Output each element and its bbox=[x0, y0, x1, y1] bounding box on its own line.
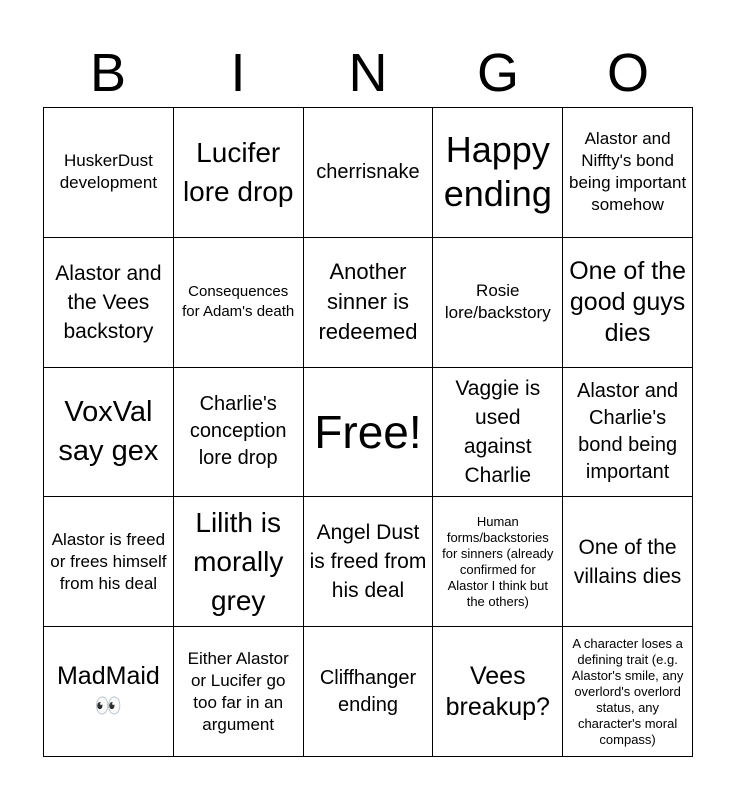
cell-text: Human forms/backstories for sinners (already confirmed for Alastor I think but the others) bbox=[442, 513, 554, 609]
cell-text: Lucifer lore drop bbox=[182, 137, 294, 208]
bingo-cell[interactable] bbox=[44, 497, 174, 627]
bingo-cell[interactable] bbox=[174, 108, 304, 238]
bingo-cell[interactable] bbox=[304, 238, 434, 368]
bingo-cell[interactable] bbox=[433, 108, 563, 238]
cell-text: Rosie lore/backstory bbox=[444, 281, 551, 323]
bingo-cell[interactable] bbox=[563, 238, 693, 368]
cell-text: Cliffhanger ending bbox=[319, 666, 417, 716]
bingo-cell[interactable] bbox=[563, 497, 693, 627]
cell-text: VoxVal say gex bbox=[58, 395, 159, 467]
cell-text: Charlie's conception lore drop bbox=[189, 393, 287, 470]
header-letter-b: B bbox=[89, 43, 127, 103]
bingo-cell[interactable] bbox=[433, 238, 563, 368]
bingo-cell[interactable] bbox=[44, 368, 174, 498]
cell-text: One of the villains dies bbox=[573, 535, 682, 588]
bingo-cell[interactable] bbox=[563, 627, 693, 757]
cell-text: Alastor and Niffty's bond being important somehow bbox=[569, 129, 687, 215]
header-letter-g: G bbox=[476, 43, 519, 103]
bingo-cell[interactable] bbox=[174, 497, 304, 627]
free-space[interactable] bbox=[304, 368, 434, 498]
bingo-cell[interactable] bbox=[433, 497, 563, 627]
bingo-cell[interactable] bbox=[44, 627, 174, 757]
bingo-card bbox=[43, 107, 693, 757]
cell-text: Either Alastor or Lucifer go too far in an argument bbox=[187, 648, 289, 734]
bingo-cell[interactable] bbox=[433, 368, 563, 498]
bingo-cell[interactable] bbox=[174, 238, 304, 368]
cell-text: Alastor and the Vees backstory bbox=[55, 261, 162, 343]
header-letter-i: I bbox=[230, 43, 246, 103]
bingo-cell[interactable] bbox=[44, 238, 174, 368]
bingo-cell[interactable] bbox=[304, 497, 434, 627]
cell-text: MadMaid bbox=[56, 662, 160, 691]
header-letter-o: O bbox=[606, 43, 649, 103]
cell-text: Angel Dust is freed from his deal bbox=[309, 521, 427, 603]
cell-text: Alastor and Charlie's bond being important bbox=[577, 379, 679, 483]
cell-text: One of the good guys dies bbox=[569, 256, 686, 347]
free-space-text: Free! bbox=[314, 405, 422, 458]
eyes-icon: 👀 bbox=[94, 694, 123, 720]
cell-text: Lilith is morally grey bbox=[193, 507, 284, 617]
cell-text: Happy ending bbox=[443, 129, 552, 215]
cell-text: Vees breakup? bbox=[445, 661, 550, 721]
cell-text: Alastor is freed or frees himself from his deal bbox=[50, 529, 167, 593]
bingo-cell[interactable] bbox=[174, 368, 304, 498]
bingo-header bbox=[43, 42, 693, 104]
bingo-cell[interactable] bbox=[44, 108, 174, 238]
cell-text: cherrisnake bbox=[316, 160, 420, 183]
bingo-cell[interactable] bbox=[563, 368, 693, 498]
cell-text: A character loses a defining trait (e.g. Alastor's smile, any overlord's overlord status, any character's moral compass) bbox=[571, 635, 684, 747]
bingo-cell[interactable] bbox=[563, 108, 693, 238]
bingo-cell[interactable] bbox=[304, 108, 434, 238]
cell-text: HuskerDust development bbox=[59, 151, 158, 193]
bingo-cell[interactable] bbox=[304, 627, 434, 757]
cell-text: Consequences for Adam's death bbox=[182, 283, 295, 321]
bingo-cell[interactable] bbox=[174, 627, 304, 757]
cell-text: Vaggie is used against Charlie bbox=[455, 376, 541, 487]
header-letter-n: N bbox=[348, 43, 388, 103]
cell-text: Another sinner is redeemed bbox=[318, 259, 418, 345]
bingo-cell[interactable] bbox=[433, 627, 563, 757]
